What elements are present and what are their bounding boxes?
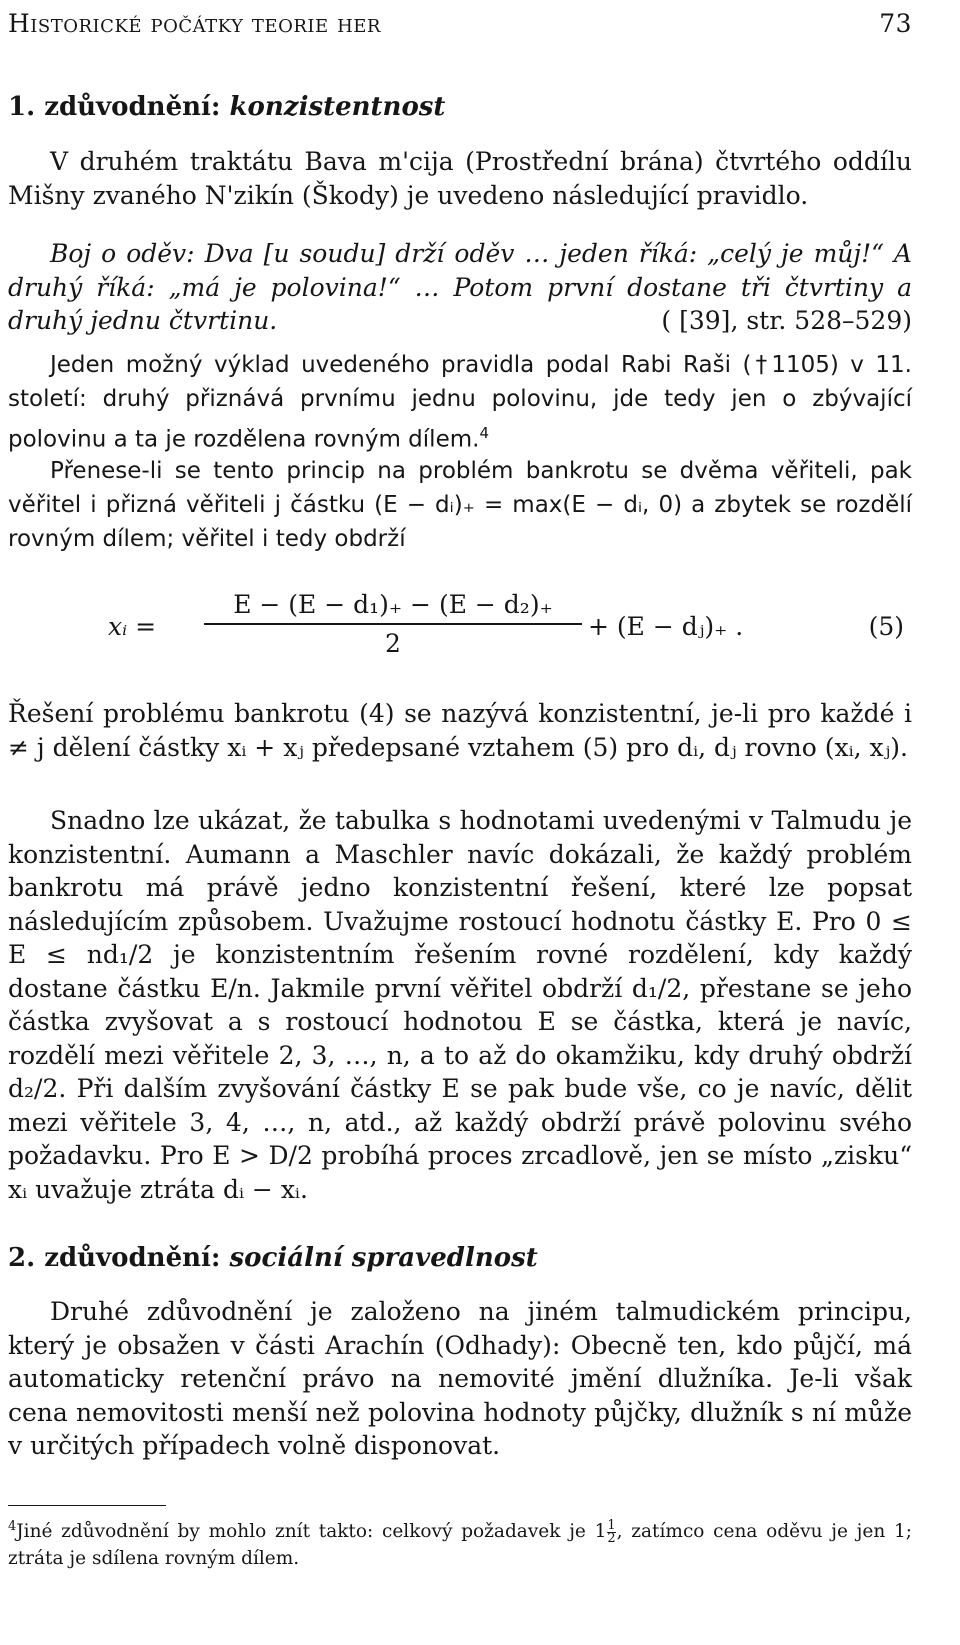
section-heading-2-title: sociální spravedlnost	[229, 1243, 538, 1273]
equation-fraction	[204, 590, 582, 658]
paragraph-rashi-text: Jeden možný výklad uvedeného pravidla podal Rabi Raši (†1105) v 11. století: druhý přiznává prvnímu jednu polovinu, jde tedy jen o zbývající polovinu a ta je rozdělena rovným dílem.	[8, 352, 912, 453]
mishnah-quote	[8, 237, 912, 338]
paragraph-rashi	[8, 348, 912, 457]
footnote-fraction-denominator: 2	[607, 1530, 616, 1546]
footnote-rule	[8, 1505, 166, 1506]
paragraph-social-justice: Druhé zdůvodnění je založeno na jiném talmudickém principu, který je obsažen v části Arachín (Odhady): Obecně ten, kdo půjčí, má automaticky retenční právo na nemovité jmění dlužníka. Je-li však cena nemovitosti menší než polovina hodnoty půjčky, dlužník s ní může v určitých případech volně disponovat.	[8, 1297, 912, 1460]
footnote-text-after: , zatímco cena oděvu je jen 1; ztráta je sdílena rovným dílem.	[8, 1521, 913, 1570]
footnote-fraction-numerator: 1	[607, 1518, 616, 1533]
running-header	[8, 4, 912, 44]
paragraph-aumann-maschler: Snadno lze ukázat, že tabulka s hodnotami uvedenými v Talmudu je konzistentní. Aumann a Maschler navíc dokázali, že každý problém bankrotu má právě jedno konzistentní řešení, které lze popsat následujícím způsobem. Uvažujme rostoucí hodnotu částky E. Pro 0 ≤ E ≤ nd₁/2 je konzistentním řešením rovné rozdělení, kdy každý dostane částku E/n. Jakmile první věřitel obdrží d₁/2, přestane se jeho částka zvyšovat a s rostoucí hodnotou E se částka, která je navíc, rozdělí mezi věřitele 2, 3, …, n, a to až do okamžiku, kdy druhý obdrží d₂/2. Při dalším zvyšování částky E se pak bude vše, co je navíc, dělit mezi věřitele 3, 4, …, n, atd., až každý obdrží právě polovinu svého požadavku. Pro E > D/2 probíhá proces zrcadlově, jen se místo „zisku“ xᵢ uvažuje ztráta dᵢ − xᵢ.	[8, 806, 912, 1204]
footnote	[8, 1513, 912, 1572]
footnote-fraction	[607, 1520, 615, 1544]
equation-5	[8, 590, 912, 680]
section-heading-1-prefix: 1. zdůvodnění:	[8, 92, 230, 122]
equation-numerator: E − (E − d₁)₊ − (E − d₂)₊	[233, 590, 553, 619]
paragraph-bankruptcy-principle: Přenese-li se tento princip na problém bankrotu se dvěma věřiteli, pak věřitel i přizná věřiteli j částku (E − dᵢ)₊ = max(E − dᵢ, 0) a zbytek se rozdělí rovným dílem; věřitel i tedy obdrží	[8, 458, 912, 552]
equation-denominator: 2	[385, 628, 401, 658]
mishnah-quote-reference: ( [39], str. 528–529)	[661, 306, 912, 335]
page-number: 73	[879, 9, 912, 38]
section-heading-1-title: konzistentnost	[229, 92, 446, 122]
fraction-bar	[204, 623, 582, 625]
paragraph-intro: V druhém traktátu Bava m'cija (Prostřední brána) čtvrtého oddílu Mišny zvaného N'zikín (Škody) je uvedeno následující pravidlo.	[8, 147, 912, 210]
section-heading-2	[8, 1243, 538, 1273]
equation-number: (5)	[868, 612, 904, 641]
footnote-text-before: Jiné zdůvodnění by mohlo znít takto: celkový požadavek je 1	[16, 1521, 607, 1543]
section-heading-2-prefix: 2. zdůvodnění:	[8, 1243, 230, 1273]
footnote-mark: 4	[8, 1519, 17, 1534]
equation-remainder: + (E − dⱼ)₊ .	[588, 612, 744, 641]
running-title: Historické počátky teorie her	[8, 9, 381, 38]
section-heading-1	[8, 92, 445, 122]
mishnah-quote-text: Boj o oděv: Dva [u soudu] drží oděv … jeden říká: „celý je můj!“ A druhý říká: „má je polovina!“ … Potom první dostane tři čtvrtiny a druhý jednu čtvrtinu.	[8, 239, 912, 335]
paragraph-consistency-definition: Řešení problému bankrotu (4) se nazývá konzistentní, je-li pro každé i ≠ j dělení částky xᵢ + xⱼ předepsané vztahem (5) pro dᵢ, dⱼ rovno (xᵢ, xⱼ).	[8, 699, 912, 762]
equation-lhs: xᵢ =	[108, 612, 157, 641]
footnote-reference: 4	[479, 424, 489, 442]
